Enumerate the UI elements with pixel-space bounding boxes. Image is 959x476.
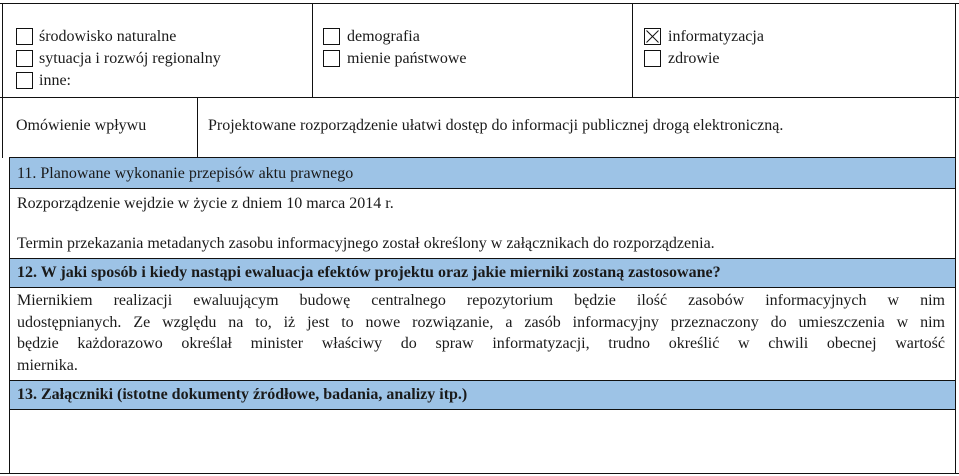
discussion-divider (197, 97, 198, 158)
section11-bottom-border (9, 188, 955, 189)
section11-top-border (9, 157, 955, 158)
table-left-border (2, 3, 3, 158)
label-regional-development: sytuacja i rozwój regionalny (39, 50, 221, 67)
label-informatization: informatyzacja (668, 28, 764, 45)
section12-line-1: Miernikiem realizacji ewaluującym budowę centralnego repozytorium będzie ilość zasobów informacyjnych w nim (17, 292, 945, 309)
section12-bottom-border (9, 287, 955, 288)
label-state-property: mienie państwowe (347, 50, 467, 67)
section13-heading: 13. Załączniki (istotne dokumenty źródłowe, badania, analizy itp.) (17, 386, 468, 403)
section13-body[interactable] (10, 410, 955, 473)
table-bottom-border (0, 473, 959, 474)
label-environment: środowisko naturalne (39, 28, 177, 45)
section11-line1: Rozporządzenie wejdzie w życie z dniem 10 marca 2014 r. (17, 195, 394, 212)
impact-discussion-text: Projektowane rozporządzenie ułatwi dostęp do informacji publicznej drogą elektroniczną. (208, 117, 784, 134)
impact-discussion-label: Omówienie wpływu (16, 117, 147, 134)
table-top-border (0, 3, 959, 4)
impact-col-divider-1 (312, 3, 313, 98)
checkbox-other[interactable] (16, 72, 33, 89)
section12-top-border (9, 258, 955, 259)
section11-line2: Termin przekazania metadanych zasobu informacyjnego został określony w załącznikach do rozporządzenia. (17, 235, 715, 252)
table-right-border (955, 3, 956, 474)
section11-heading: 11. Planowane wykonanie przepisów aktu prawnego (17, 165, 354, 182)
impact-areas-bottom-border (0, 97, 959, 98)
label-health: zdrowie (668, 50, 720, 67)
section12-body (17, 290, 945, 376)
section12-line-2: udostępnianych. Ze względu na to, iż jest to nowe rozwiązanie, a zasób informacyjny przeznaczony do umieszczenia w nim (17, 313, 945, 331)
checkbox-informatization[interactable] (644, 28, 661, 45)
impact-col-divider-2 (632, 3, 633, 98)
label-demography: demografia (347, 28, 420, 45)
section12-line-4: miernika. (17, 356, 78, 374)
section12-line-3: będzie każdorazowo określał minister właściwy do spraw informatyzacji, trudno określić w chwili obecnej wartość (17, 335, 945, 352)
checkbox-regional-development[interactable] (16, 50, 33, 67)
checkbox-environment[interactable] (16, 28, 33, 45)
checkbox-state-property[interactable] (323, 50, 340, 67)
section12-heading: 12. W jaki sposób i kiedy nastąpi ewaluacja efektów projektu oraz jakie mierniki zostaną zastosowane? (17, 264, 721, 281)
section13-top-border (9, 380, 955, 381)
checkbox-demography[interactable] (323, 28, 340, 45)
label-other: inne: (39, 72, 71, 89)
checkbox-health[interactable] (644, 50, 661, 67)
